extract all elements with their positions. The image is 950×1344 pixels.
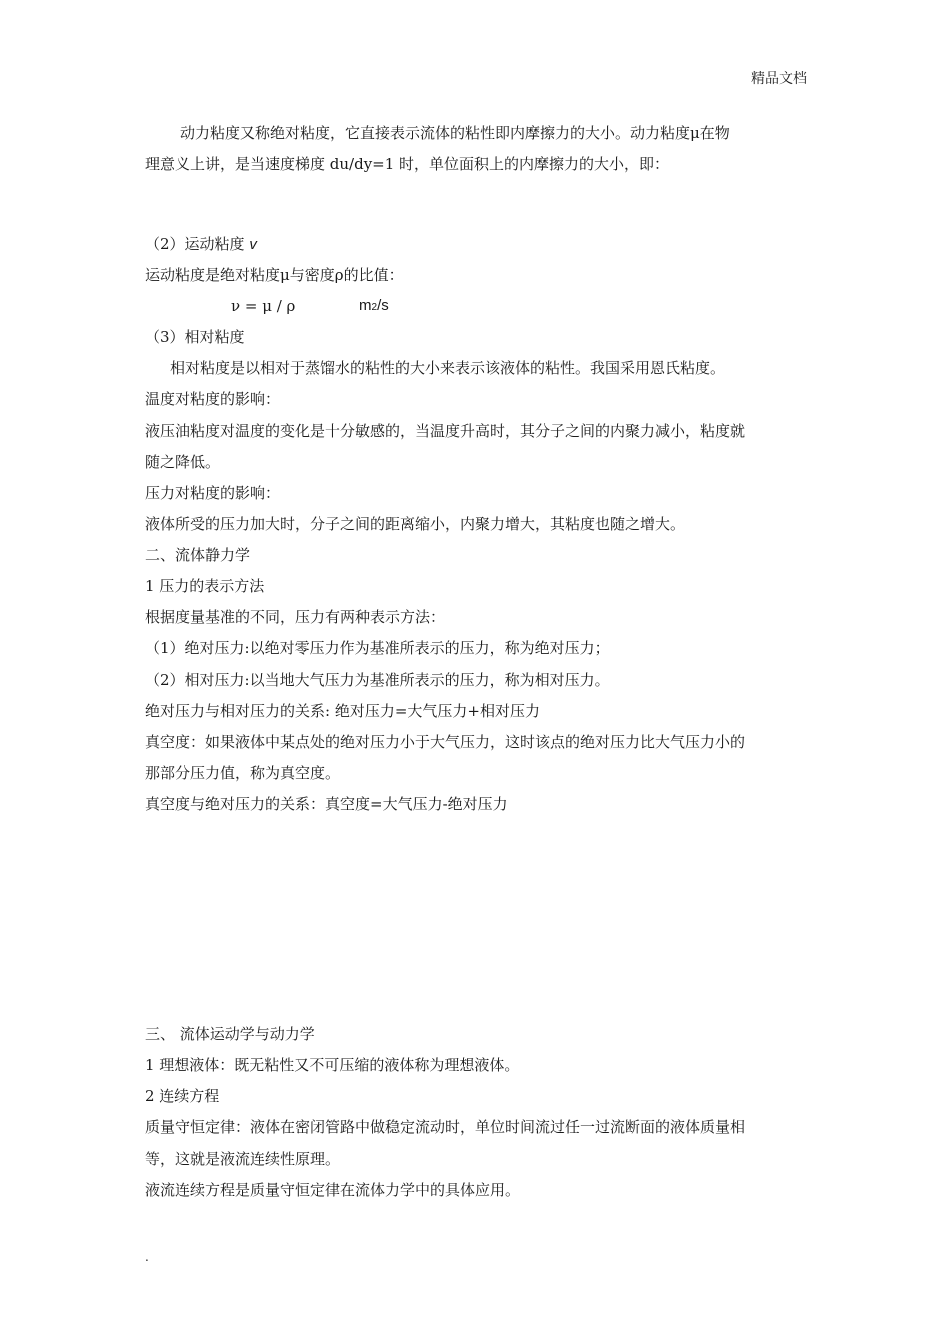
statics-relation: 绝对压力与相对压力的关系: 绝对压力=大气压力+相对压力 [145, 702, 540, 720]
statics-heading: 二、流体静力学 [145, 546, 251, 564]
pressure-effect-line-1: 液体所受的压力加大时，分子之间的距离缩小，内聚力增大，其粘度也随之增大。 [145, 515, 686, 533]
page-header: 精品文档 [751, 71, 807, 87]
formula-expression: ν = μ / ρ [231, 297, 296, 315]
dynamics-ideal: 1 理想液体：既无粘性又不可压缩的液体称为理想液体。 [145, 1056, 520, 1074]
temperature-heading: 温度对粘度的影响： [145, 390, 281, 408]
footer-dot: . [145, 1250, 149, 1264]
dynamics-mass-2: 等，这就是液流连续性原理。 [145, 1150, 341, 1168]
temperature-line-1: 液压油粘度对温度的变化是十分敏感的，当温度升高时，其分子之间的内聚力减小，粘度就 [145, 422, 746, 440]
temperature-line-2: 随之降低。 [145, 453, 221, 471]
pressure-effect-heading: 压力对粘度的影响： [145, 484, 281, 502]
statics-intro: 根据度量基准的不同，压力有两种表示方法： [145, 608, 446, 626]
statics-vacuum-2: 那部分压力值，称为真空度。 [145, 764, 341, 782]
intro-line-2: 理意义上讲，是当速度梯度 du/dy=1 时，单位面积上的内摩擦力的大小，即： [145, 155, 670, 173]
statics-sub1: 1 压力的表示方法 [145, 577, 265, 595]
statics-vacuum-1: 真空度：如果液体中某点处的绝对压力小于大气压力，这时该点的绝对压力比大气压力小的 [145, 733, 746, 751]
dynamics-cont-eq: 液流连续方程是质量守恒定律在流体力学中的具体应用。 [145, 1181, 521, 1199]
unit-tail: /s [377, 297, 389, 314]
statics-vacuum-relation: 真空度与绝对压力的关系：真空度=大气压力-绝对压力 [145, 795, 508, 813]
formula-unit [359, 296, 389, 318]
dynamics-heading: 三、 流体运动学与动力学 [145, 1025, 315, 1043]
dynamics-mass-1: 质量守恒定律：液体在密闭管路中做稳定流动时，单位时间流过任一过流断面的液体质量相 [145, 1118, 746, 1136]
kinematic-heading-text: （2）运动粘度 [145, 235, 245, 253]
intro-line-1: 动力粘度又称绝对粘度，它直接表示流体的粘性即内摩擦力的大小。动力粘度μ在物 [180, 124, 730, 142]
statics-relative: （2）相对压力:以当地大气压力为基准所表示的压力，称为相对压力。 [145, 671, 610, 689]
kinematic-desc: 运动粘度是绝对粘度μ与密度ρ的比值： [145, 266, 404, 284]
unit-sub: 2 [371, 302, 378, 313]
dynamics-cont-heading: 2 连续方程 [145, 1087, 220, 1105]
unit-base: m [359, 297, 372, 314]
statics-absolute: （1）绝对压力:以绝对零压力作为基准所表示的压力，称为绝对压力； [145, 639, 610, 657]
relative-desc: 相对粘度是以相对于蒸馏水的粘性的大小来表示该液体的粘性。我国采用恩氏粘度。 [170, 359, 726, 377]
kinematic-heading [145, 234, 257, 255]
kinematic-symbol: v [249, 236, 257, 253]
relative-heading: （3）相对粘度 [145, 328, 245, 346]
